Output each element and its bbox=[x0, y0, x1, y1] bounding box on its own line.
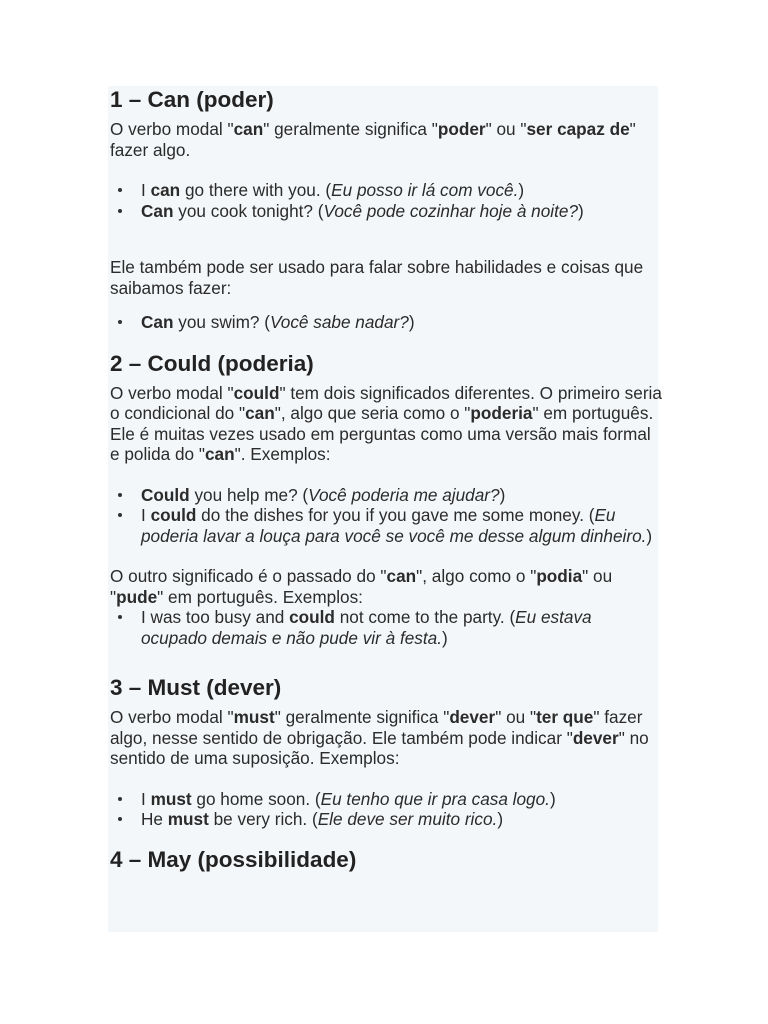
example-list-can-abilities bbox=[110, 312, 662, 333]
document-body bbox=[110, 86, 662, 873]
list-item: I must go home soon. (Eu tenho que ir pra casa logo.) bbox=[141, 789, 662, 810]
list-item: I was too busy and could not come to the party. (Eu estava ocupado demais e não pude vir à festa.) bbox=[141, 607, 662, 648]
example-list-must bbox=[110, 789, 662, 830]
list-item: He must be very rich. (Ele deve ser muito rico.) bbox=[141, 809, 662, 830]
section-extra-could: O outro significado é o passado do "can", algo como o "podia" ou "pude" em português. Exemplos: bbox=[110, 566, 613, 607]
section-heading-could: 2 – Could (poderia) bbox=[110, 350, 314, 376]
list-item: I could do the dishes for you if you gave me some money. (Eu poderia lavar a louça para você se você me desse algum dinheiro.) bbox=[141, 505, 662, 546]
list-item: Could you help me? (Você poderia me ajudar?) bbox=[141, 485, 662, 506]
example-list-could-past bbox=[110, 607, 662, 648]
example-list-could bbox=[110, 485, 662, 547]
list-item: Can you swim? (Você sabe nadar?) bbox=[141, 312, 662, 333]
section-intro-could: O verbo modal "could" tem dois significados diferentes. O primeiro seria o condicional do "can", algo que seria como o "poderia" em português. Ele é muitas vezes usado em perguntas como uma versão mais formal e polida do "can". Exemplos: bbox=[110, 382, 662, 464]
section-extra-can: Ele também pode ser usado para falar sobre habilidades e coisas que saibamos fazer: bbox=[110, 257, 644, 298]
list-item: I can go there with you. (Eu posso ir lá com você.) bbox=[141, 180, 662, 201]
example-list-can bbox=[110, 180, 662, 221]
section-heading-must: 3 – Must (dever) bbox=[110, 675, 282, 700]
section-heading-may: 4 – May (possibilidade) bbox=[110, 846, 357, 872]
section-heading-can: 1 – Can (poder) bbox=[110, 87, 274, 112]
section-intro-can: O verbo modal "can" geralmente significa "poder" ou "ser capaz de" fazer algo. bbox=[110, 119, 636, 160]
list-item: Can you cook tonight? (Você pode cozinhar hoje à noite?) bbox=[141, 201, 662, 222]
section-intro-must: O verbo modal "must" geralmente significa "dever" ou "ter que" fazer algo, nesse sentido de obrigação. Ele também pode indicar "dever" no sentido de uma suposição. Exemplos: bbox=[110, 707, 649, 768]
